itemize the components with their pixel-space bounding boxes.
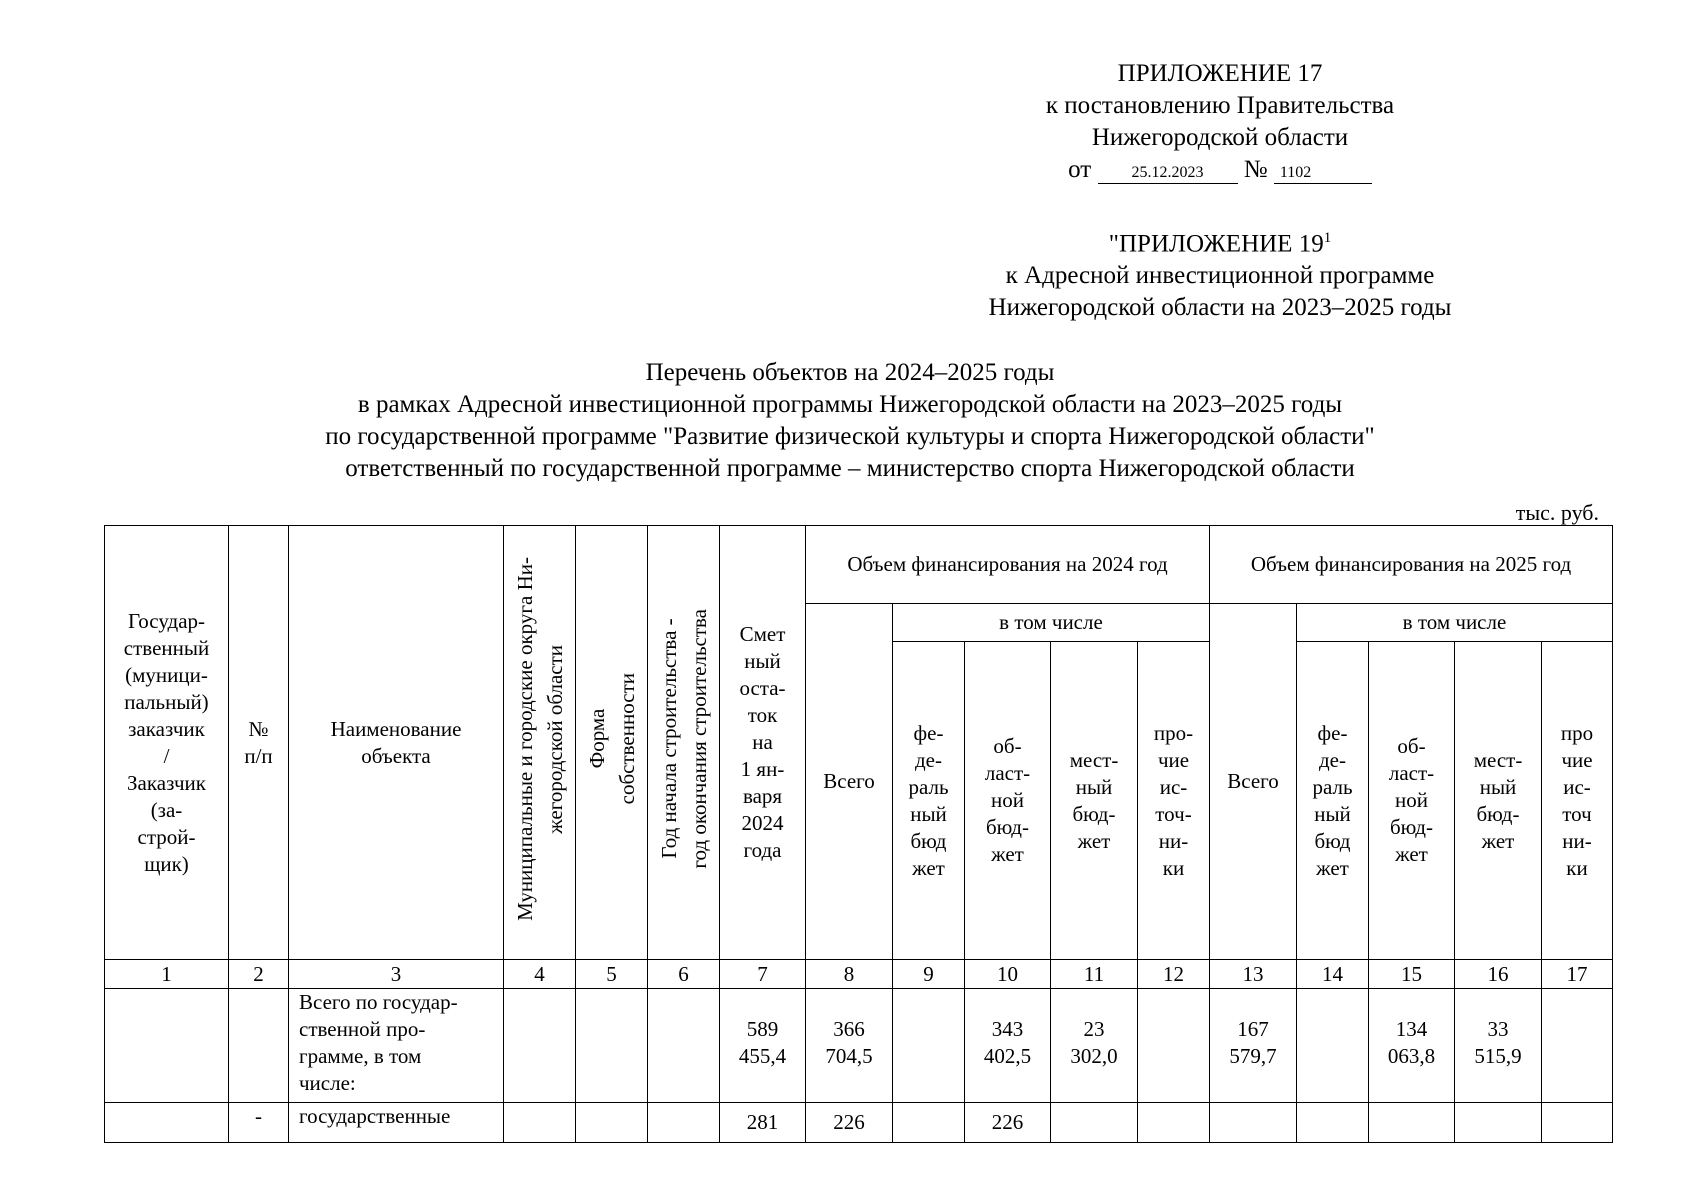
- text-line: чие: [1561, 747, 1593, 772]
- column-number: 4: [504, 960, 576, 989]
- column-number: 17: [1542, 960, 1613, 989]
- cell-object-name: [289, 1103, 504, 1143]
- text-line: Год начала строительства -: [656, 618, 681, 860]
- text-line: ис-: [1159, 774, 1188, 799]
- text-line: об-: [1397, 734, 1426, 758]
- cell-object-name: [289, 989, 504, 1103]
- text-line: де-: [915, 747, 942, 772]
- text-line: 33: [1487, 1017, 1509, 1041]
- text-line: ки: [1162, 855, 1185, 880]
- column-number: 16: [1455, 960, 1542, 989]
- text-line: жет: [1077, 828, 1111, 853]
- header-other-2024: [1138, 642, 1210, 960]
- text-line: 302,0: [1070, 1044, 1118, 1068]
- cell-regional-2025: [1369, 1103, 1455, 1143]
- text-line: числе:: [299, 1071, 356, 1095]
- cell-municipal: [504, 989, 576, 1103]
- appendix-17-line1: к постановлению Правительства: [1045, 92, 1395, 119]
- objects-table: [104, 525, 1613, 1143]
- appendix-19-title: "ПРИЛОЖЕНИЕ 19: [1108, 230, 1324, 258]
- text-line: №: [248, 716, 269, 741]
- text-line: 2024: [741, 811, 784, 835]
- cell-other-2025: [1542, 1103, 1613, 1143]
- text-line: Государ-: [127, 608, 206, 633]
- text-line: 23: [1083, 1017, 1105, 1041]
- text-line: Заказчик: [127, 770, 206, 795]
- text-line: объекта: [361, 743, 431, 768]
- text-line: 579,7: [1229, 1044, 1277, 1068]
- text-line: жет: [1395, 842, 1428, 866]
- column-number: 5: [576, 960, 648, 989]
- header-other-2025: [1542, 642, 1613, 960]
- cell-total-2024: [806, 989, 893, 1103]
- text-line: об-: [993, 734, 1022, 758]
- header-years: [648, 526, 720, 960]
- text-line: 343: [991, 1017, 1024, 1041]
- column-number: 12: [1138, 960, 1210, 989]
- title-line3: по государственной программе "Развитие физической культуры и спорта Нижегородской области": [325, 423, 1375, 450]
- text-line: жет: [991, 842, 1024, 866]
- text-line: 366: [833, 1017, 865, 1041]
- column-number: 10: [965, 960, 1051, 989]
- text-line: раль: [908, 774, 949, 799]
- from-label: от: [1068, 156, 1092, 183]
- cell-other-2024: [1138, 989, 1210, 1103]
- cell-customer: [105, 989, 229, 1103]
- text-line: Смет: [739, 622, 786, 646]
- text-line: ный: [1075, 774, 1113, 799]
- title-line4: ответственный по государственной программе – министерство спорта Нижегородской области: [345, 455, 1355, 482]
- cell-total-2024: [806, 1103, 893, 1143]
- text-line: пальный): [124, 689, 209, 714]
- text-line: ни-: [1562, 828, 1592, 853]
- text-line: (муници-: [125, 662, 208, 687]
- text-line: де-: [1319, 747, 1346, 772]
- text-line: про-: [1153, 720, 1194, 745]
- cell-ownership: [576, 989, 648, 1103]
- appendix-17-date-line: [920, 154, 1520, 186]
- header-customer: [105, 526, 229, 960]
- cell-total-2025: [1210, 989, 1297, 1103]
- appendix-17-line2: Нижегородской области: [1091, 124, 1349, 151]
- text-line: ной: [991, 788, 1024, 812]
- text-line: п/п: [244, 743, 273, 768]
- cell-local-2024: [1051, 1103, 1138, 1143]
- header-federal-2024: [893, 642, 965, 960]
- text-line: жегородской области: [542, 644, 567, 834]
- appendix-19-line2: Нижегородской области на 2023–2025 годы: [988, 294, 1452, 322]
- text-line: ный: [910, 801, 947, 826]
- text-line: на: [752, 730, 773, 754]
- text-line: ственный: [123, 635, 210, 660]
- text-line: 704,5: [825, 1044, 873, 1068]
- decree-date: 25.12.2023: [1098, 163, 1238, 184]
- text-line: бюд-: [1390, 815, 1433, 839]
- text-line: точ: [1562, 801, 1592, 826]
- appendix-17-block: [920, 58, 1520, 186]
- table-row: [105, 1103, 1613, 1143]
- cell-estimate: [720, 1103, 806, 1143]
- text-line: мест-: [1069, 747, 1119, 772]
- cell-years: [648, 1103, 720, 1143]
- column-number: 11: [1051, 960, 1138, 989]
- cell-customer: [105, 1103, 229, 1143]
- cell-ownership: [576, 1103, 648, 1143]
- appendix-19-title-line: [900, 222, 1540, 260]
- text-line: щик): [144, 851, 189, 876]
- text-line: про: [1560, 720, 1594, 745]
- text-line: фе-: [1317, 720, 1348, 745]
- text-line: Всего по государ-: [299, 990, 458, 1014]
- cell-local-2025: [1455, 989, 1542, 1103]
- text-line: ственной про-: [299, 1017, 426, 1041]
- text-line: государственные: [299, 1104, 451, 1128]
- text-line: ласт-: [984, 761, 1031, 785]
- text-line: ласт-: [1388, 761, 1435, 785]
- text-line: раль: [1312, 774, 1353, 799]
- header-funding-2025: Объем финансирования на 2025 год: [1210, 526, 1613, 604]
- cell-estimate: [720, 989, 806, 1103]
- column-number: 1: [105, 960, 229, 989]
- cell-number: [229, 989, 289, 1103]
- text-line: бюд-: [1072, 801, 1116, 826]
- cell-other-2025: [1542, 989, 1613, 1103]
- text-line: года: [743, 838, 782, 862]
- text-line: 589: [746, 1017, 779, 1041]
- text-line: ный: [1314, 801, 1351, 826]
- text-line: жет: [1481, 828, 1515, 853]
- document-title: [120, 357, 1580, 485]
- text-line: ис-: [1563, 774, 1591, 799]
- text-line: /: [163, 743, 170, 768]
- cell-regional-2024: [965, 1103, 1051, 1143]
- number-label: №: [1243, 156, 1268, 183]
- header-municipal: [504, 526, 576, 960]
- column-number: 9: [893, 960, 965, 989]
- header-federal-2025: [1297, 642, 1369, 960]
- column-number: 15: [1369, 960, 1455, 989]
- column-number: 14: [1297, 960, 1369, 989]
- text-line: Муниципальные и городские округа Ни-: [512, 557, 537, 921]
- text-line: 281: [746, 1110, 779, 1134]
- text-line: жет: [912, 855, 945, 880]
- text-line: собственности: [614, 673, 639, 805]
- text-line: 167: [1237, 1017, 1269, 1041]
- cell-total-2025: [1210, 1103, 1297, 1143]
- text-line: Форма: [584, 709, 609, 769]
- column-number: 13: [1210, 960, 1297, 989]
- text-line: год окончания строительства: [686, 609, 711, 869]
- cell-other-2024: [1138, 1103, 1210, 1143]
- appendix-19-superscript: 1: [1323, 230, 1332, 246]
- appendix-17-title: ПРИЛОЖЕНИЕ 17: [1117, 60, 1323, 87]
- text-line: 134: [1395, 1017, 1428, 1041]
- text-line: 063,8: [1387, 1044, 1436, 1068]
- text-line: заказчик: [128, 716, 205, 741]
- appendix-19-block: [900, 222, 1540, 324]
- column-numbers-row: [105, 960, 1613, 989]
- text-line: ный: [744, 649, 781, 673]
- header-total-2025: Всего: [1210, 604, 1297, 960]
- text-line: Наименование: [330, 716, 462, 741]
- text-line: фе-: [913, 720, 944, 745]
- header-ownership: [576, 526, 648, 960]
- header-local-2024: [1051, 642, 1138, 960]
- cell-local-2025: [1455, 1103, 1542, 1143]
- cell-federal-2025: [1297, 989, 1369, 1103]
- text-line: ки: [1566, 855, 1588, 880]
- column-number: 3: [289, 960, 504, 989]
- cell-number: -: [229, 1103, 289, 1143]
- text-line: (за-: [150, 797, 183, 822]
- text-line: строй-: [137, 824, 196, 849]
- text-line: грамме, в том: [299, 1044, 422, 1068]
- cell-federal-2025: [1297, 1103, 1369, 1143]
- header-number: [229, 526, 289, 960]
- cell-local-2024: [1051, 989, 1138, 1103]
- header-funding-2024: Объем финансирования на 2024 год: [806, 526, 1210, 604]
- cell-regional-2025: [1369, 989, 1455, 1103]
- title-line1: Перечень объектов на 2024–2025 годы: [645, 359, 1055, 386]
- text-line: мест-: [1473, 747, 1523, 772]
- text-line: 226: [833, 1110, 865, 1134]
- text-line: ный: [1479, 774, 1517, 799]
- header-object-name: [289, 526, 504, 960]
- column-number: 6: [648, 960, 720, 989]
- text-line: ной: [1395, 788, 1428, 812]
- column-number: 8: [806, 960, 893, 989]
- text-line: варя: [742, 784, 783, 808]
- header-including-2025: в том числе: [1297, 604, 1613, 642]
- text-line: бюд-: [986, 815, 1029, 839]
- text-line: 226: [991, 1110, 1024, 1134]
- cell-regional-2024: [965, 989, 1051, 1103]
- title-line2: в рамках Адресной инвестиционной программы Нижегородской области на 2023–2025 годы: [357, 391, 1343, 418]
- text-line: 455,4: [738, 1044, 787, 1068]
- cell-years: [648, 989, 720, 1103]
- text-line: 402,5: [983, 1044, 1032, 1068]
- units-label: тыс. руб.: [1515, 500, 1599, 525]
- header-regional-2024: [965, 642, 1051, 960]
- header-total-2024: Всего: [806, 604, 893, 960]
- text-line: бюд: [1314, 828, 1351, 853]
- appendix-19-line1: к Адресной инвестиционной программе: [1005, 262, 1435, 290]
- cell-federal-2024: [893, 1103, 965, 1143]
- cell-federal-2024: [893, 989, 965, 1103]
- text-line: 1 ян-: [740, 757, 785, 781]
- header-regional-2025: [1369, 642, 1455, 960]
- text-line: оста-: [739, 676, 786, 700]
- text-line: ток: [747, 703, 778, 727]
- text-line: жет: [1316, 855, 1349, 880]
- header-local-2025: [1455, 642, 1542, 960]
- header-including-2024: в том числе: [893, 604, 1210, 642]
- header-estimate: [720, 526, 806, 960]
- text-line: ни-: [1158, 828, 1189, 853]
- text-line: 515,9: [1474, 1044, 1522, 1068]
- table-row: [105, 989, 1613, 1103]
- text-line: бюд: [910, 828, 947, 853]
- text-line: чие: [1157, 747, 1190, 772]
- column-number: 2: [229, 960, 289, 989]
- decree-number: 1102: [1274, 163, 1372, 184]
- text-line: бюд-: [1476, 801, 1520, 826]
- cell-municipal: [504, 1103, 576, 1143]
- column-number: 7: [720, 960, 806, 989]
- text-line: точ-: [1155, 801, 1192, 826]
